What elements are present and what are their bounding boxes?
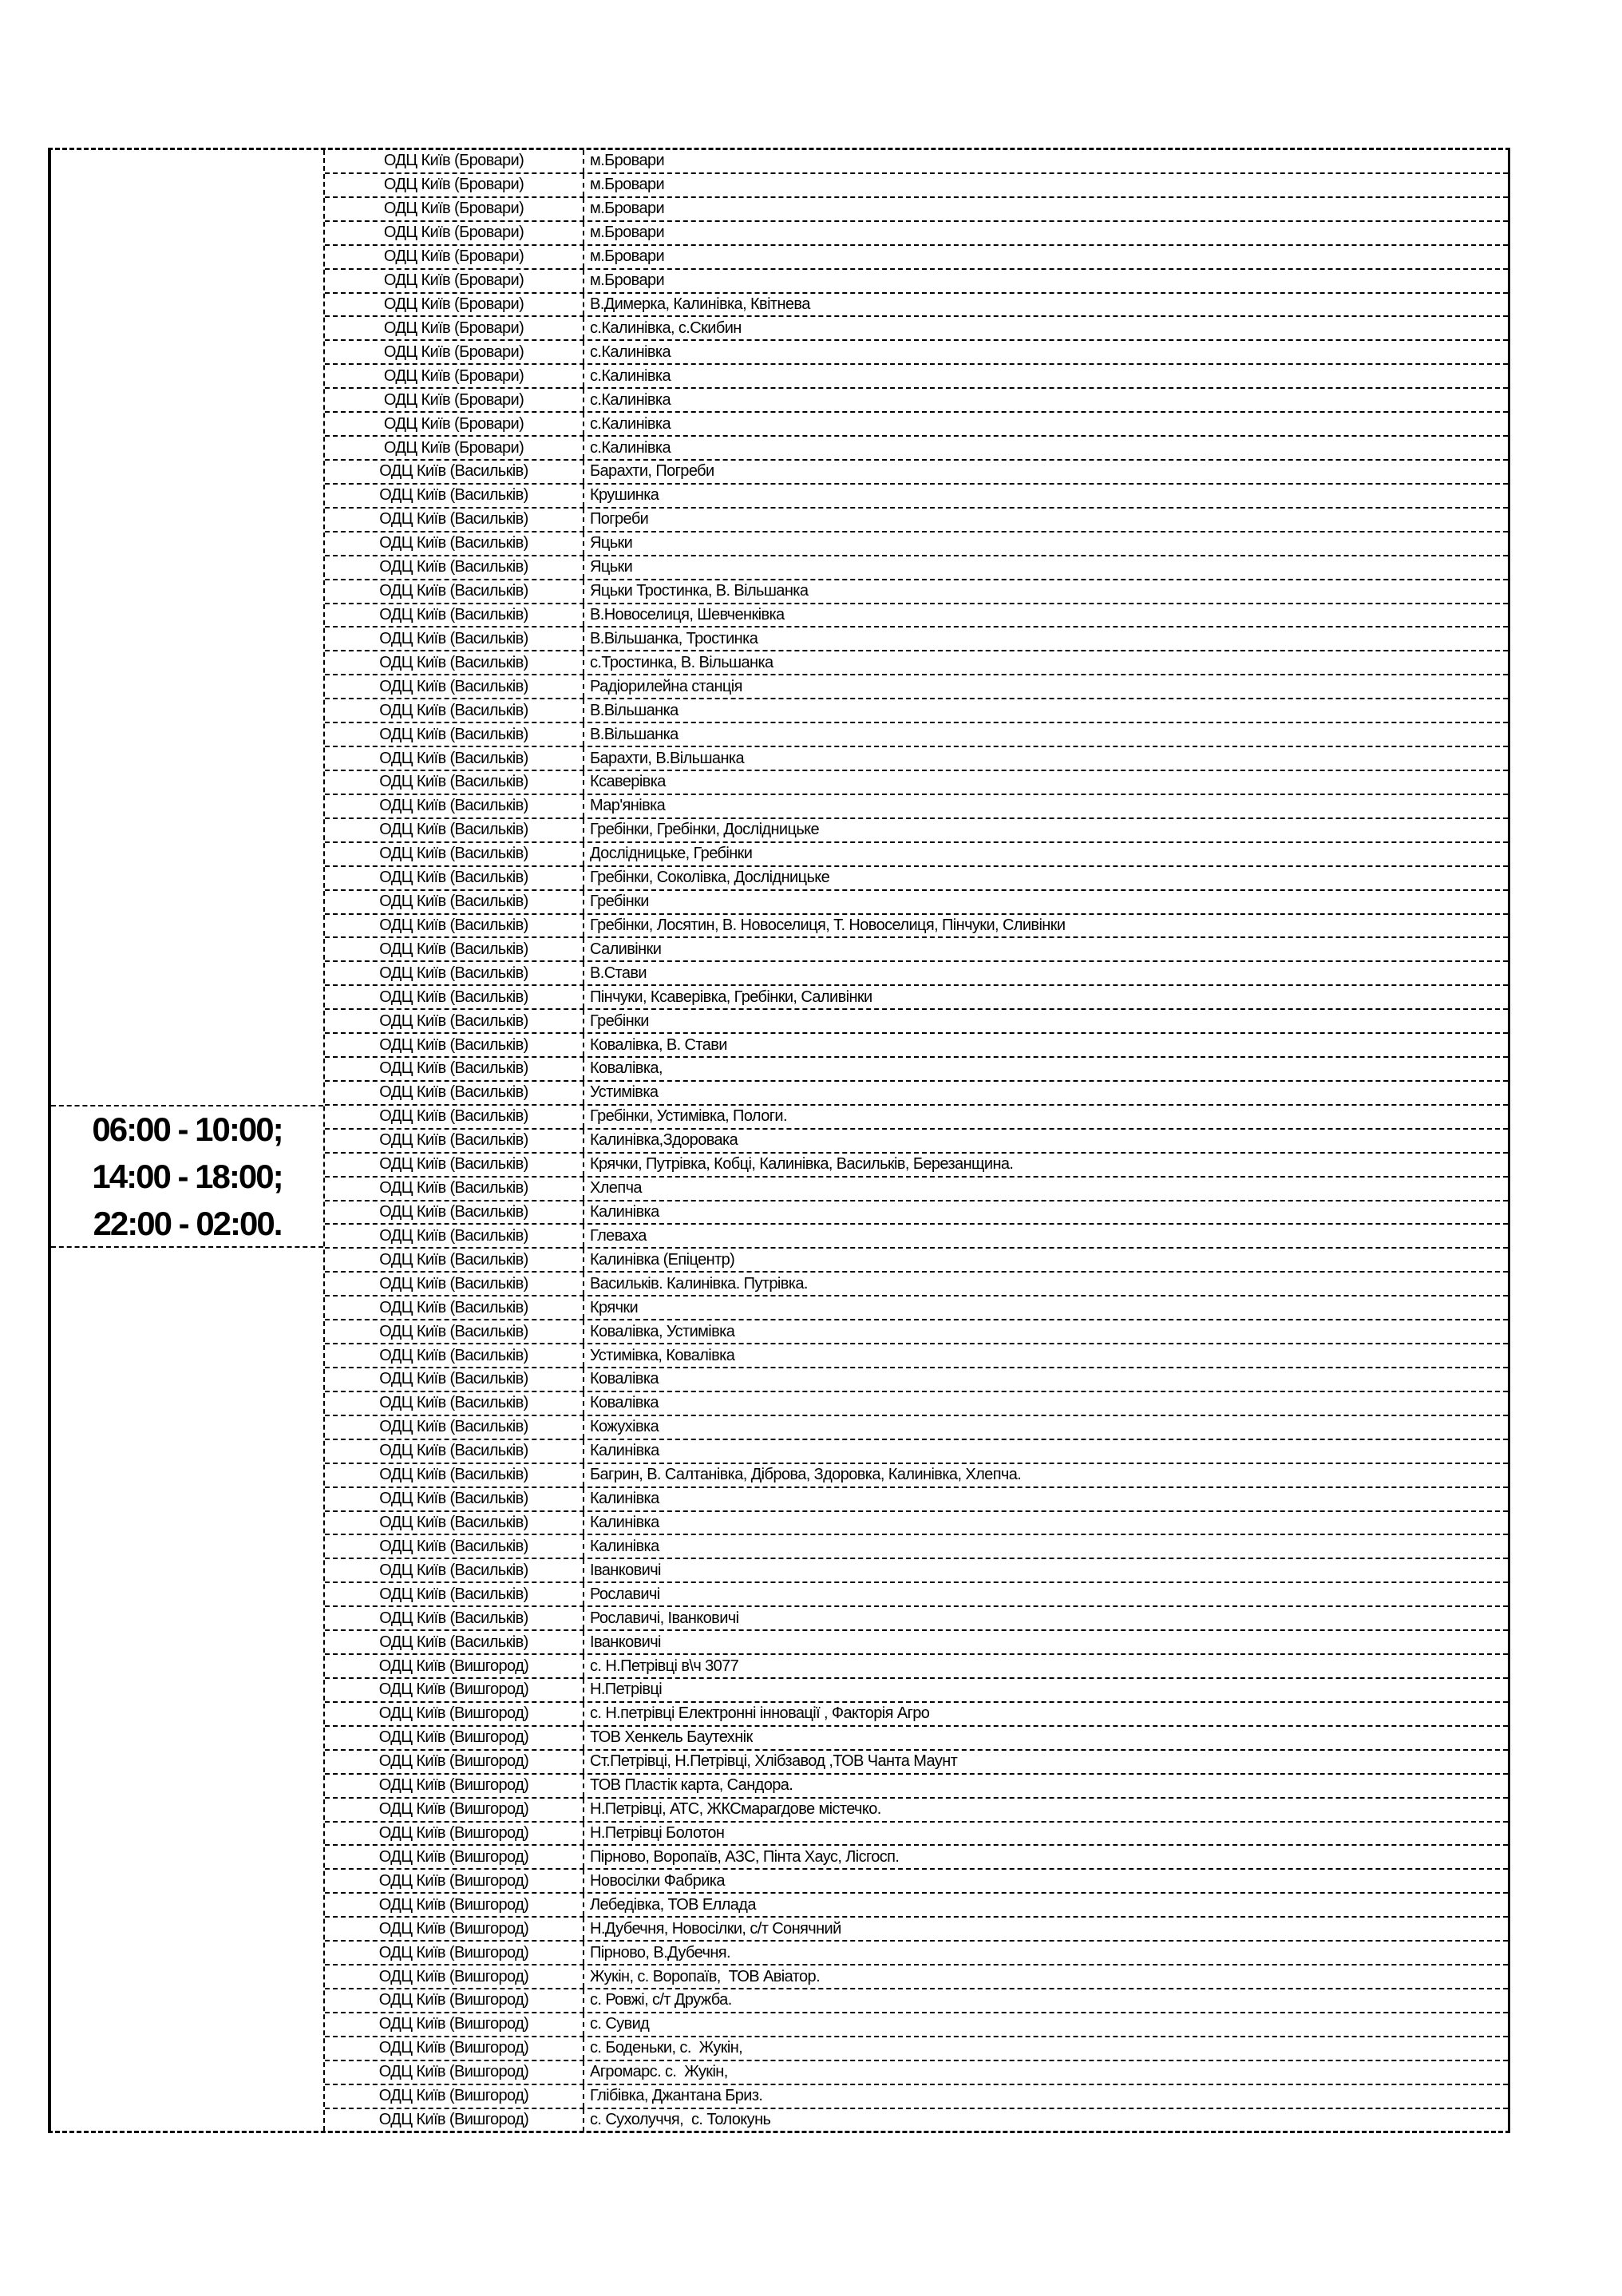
table-row bbox=[325, 1892, 1508, 1916]
dispatch-center-cell: ОДЦ Київ (Вишгород) bbox=[325, 2085, 584, 2108]
dispatch-center-cell: ОДЦ Київ (Васильків) bbox=[325, 986, 584, 1008]
table-row bbox=[325, 1964, 1508, 1988]
table-row bbox=[325, 913, 1508, 937]
table-row bbox=[325, 1605, 1508, 1629]
table-row bbox=[325, 626, 1508, 650]
table-row bbox=[325, 960, 1508, 984]
table-row bbox=[325, 722, 1508, 746]
table-row bbox=[325, 841, 1508, 865]
dispatch-center-cell: ОДЦ Київ (Васильків) bbox=[325, 699, 584, 722]
table-row bbox=[325, 1152, 1508, 1176]
dispatch-center-cell: ОДЦ Київ (Васильків) bbox=[325, 1440, 584, 1463]
table-row bbox=[325, 1701, 1508, 1725]
locality-cell: Устимівка bbox=[590, 1083, 659, 1102]
locality-cell: Погреби bbox=[590, 510, 649, 528]
dispatch-center-cell: ОДЦ Київ (Васильків) bbox=[325, 915, 584, 937]
table-row bbox=[325, 220, 1508, 244]
dispatch-center-cell: ОДЦ Київ (Васильків) bbox=[325, 675, 584, 698]
locality-cell: Новосілки Фабрика bbox=[590, 1871, 725, 1890]
locality-cell: Глібівка, Джантана Бриз. bbox=[590, 2087, 763, 2105]
dispatch-center-cell: ОДЦ Київ (Вишгород) bbox=[325, 1965, 584, 1988]
dispatch-center-cell: ОДЦ Київ (Васильків) bbox=[325, 1249, 584, 1271]
dispatch-center-cell: ОДЦ Київ (Васильків) bbox=[325, 938, 584, 960]
dispatch-center-cell: ОДЦ Київ (Бровари) bbox=[325, 389, 584, 411]
dispatch-center-cell: ОДЦ Київ (Васильків) bbox=[325, 1034, 584, 1056]
locality-cell: с.Калинівка bbox=[590, 414, 671, 433]
dispatch-center-cell: ОДЦ Київ (Васильків) bbox=[325, 1368, 584, 1391]
locality-cell: В.Новоселиця, Шевченківка bbox=[590, 605, 785, 623]
dispatch-center-cell: ОДЦ Київ (Вишгород) bbox=[325, 1655, 584, 1677]
dispatch-center-cell: ОДЦ Київ (Бровари) bbox=[325, 222, 584, 244]
dispatch-center-cell: ОДЦ Київ (Вишгород) bbox=[325, 1846, 584, 1868]
table-row bbox=[325, 1415, 1508, 1439]
dispatch-center-cell: ОДЦ Київ (Вишгород) bbox=[325, 1727, 584, 1749]
dispatch-center-cell: ОДЦ Київ (Васильків) bbox=[325, 1488, 584, 1510]
locality-cell: Барахти, Погреби bbox=[590, 462, 714, 481]
locality-cell: с. Н.Петрівці в\ч 3077 bbox=[590, 1657, 739, 1675]
locality-cell: Н.Петрівці, АТС, ЖКСмарагдове містечко. bbox=[590, 1800, 881, 1819]
locality-cell: Ст.Петрівці, Н.Петрівці, Хлібзавод ,ТОВ Чанта Маунт bbox=[590, 1752, 958, 1771]
locality-cell: Н.Петрівці bbox=[590, 1680, 663, 1699]
dispatch-center-cell: ОДЦ Київ (Бровари) bbox=[325, 317, 584, 339]
locality-cell: Пірново, В.Дубечня. bbox=[590, 1943, 730, 1961]
locality-cell: Глеваха bbox=[590, 1226, 647, 1245]
locality-cell: с. Н.петрівці Електронні інновації , Факторія Агро bbox=[590, 1704, 930, 1723]
dispatch-center-cell: ОДЦ Київ (Васильків) bbox=[325, 1273, 584, 1295]
locality-cell: Радіорилейна станція bbox=[590, 677, 742, 695]
dispatch-center-cell: ОДЦ Київ (Бровари) bbox=[325, 246, 584, 268]
locality-cell: Калинівка (Епіцентр) bbox=[590, 1250, 735, 1269]
dispatch-center-cell: ОДЦ Київ (Бровари) bbox=[325, 198, 584, 220]
time-slot-line: 06:00 - 10:00; bbox=[92, 1110, 283, 1148]
table-row bbox=[325, 650, 1508, 674]
locality-cell: Кожухівка bbox=[590, 1418, 659, 1436]
dispatch-center-cell: ОДЦ Київ (Васильків) bbox=[325, 962, 584, 984]
locality-cell: Рославичі, Іванковичі bbox=[590, 1609, 739, 1627]
dispatch-center-cell: ОДЦ Київ (Васильків) bbox=[325, 771, 584, 794]
table-row bbox=[325, 817, 1508, 841]
locality-cell: с.Калинівка bbox=[590, 366, 671, 385]
table-row bbox=[325, 1749, 1508, 1773]
dispatch-center-cell: ОДЦ Київ (Васильків) bbox=[325, 747, 584, 770]
dispatch-center-cell: ОДЦ Київ (Васильків) bbox=[325, 1010, 584, 1032]
table-row bbox=[325, 435, 1508, 459]
table-row bbox=[325, 770, 1508, 794]
locality-cell: Устимівка, Ковалівка bbox=[590, 1346, 735, 1364]
table-row bbox=[325, 1319, 1508, 1343]
table-row bbox=[325, 1677, 1508, 1701]
dispatch-center-cell: ОДЦ Київ (Васильків) bbox=[325, 723, 584, 746]
locality-cell: м.Бровари bbox=[590, 247, 665, 266]
table-row bbox=[325, 1367, 1508, 1391]
locality-cell: Ксаверівка bbox=[590, 773, 666, 791]
locality-cell: м.Бровари bbox=[590, 271, 665, 290]
table-row bbox=[325, 936, 1508, 960]
locality-cell: Ковалівка, Устимівка bbox=[590, 1322, 735, 1340]
locality-cell: Дослідницьке, Гребінки bbox=[590, 845, 753, 863]
dispatch-center-cell: ОДЦ Київ (Васильків) bbox=[325, 1225, 584, 1247]
dispatch-center-cell: ОДЦ Київ (Васильків) bbox=[325, 485, 584, 507]
table-row bbox=[325, 1295, 1508, 1319]
dispatch-center-cell: ОДЦ Київ (Васильків) bbox=[325, 1535, 584, 1558]
table-row bbox=[325, 1128, 1508, 1152]
table-row bbox=[325, 531, 1508, 555]
table-row bbox=[325, 1868, 1508, 1892]
table-row bbox=[325, 1534, 1508, 1558]
locality-cell: м.Бровари bbox=[590, 224, 665, 242]
table-row bbox=[325, 507, 1508, 531]
time-slot-cell bbox=[51, 1105, 323, 1248]
dispatch-center-cell: ОДЦ Київ (Бровари) bbox=[325, 174, 584, 196]
locality-cell: Гребінки, Соколівка, Дослідницьке bbox=[590, 869, 830, 887]
dispatch-center-cell: ОДЦ Київ (Васильків) bbox=[325, 604, 584, 627]
locality-cell: Н.Дубечня, Новосілки, с/т Сонячний bbox=[590, 1919, 841, 1938]
locality-cell: Пінчуки, Ксаверівка, Гребінки, Саливінки bbox=[590, 988, 872, 1006]
table-row bbox=[325, 2060, 1508, 2084]
dispatch-center-cell: ОДЦ Київ (Вишгород) bbox=[325, 1775, 584, 1797]
table-row bbox=[325, 172, 1508, 196]
dispatch-center-cell: ОДЦ Київ (Бровари) bbox=[325, 413, 584, 435]
locality-cell: ТОВ Пластік карта, Сандора. bbox=[590, 1776, 793, 1795]
table-row bbox=[325, 2108, 1508, 2132]
table-row bbox=[325, 794, 1508, 817]
table-row bbox=[325, 865, 1508, 889]
dispatch-center-cell: ОДЦ Київ (Васильків) bbox=[325, 1154, 584, 1176]
dispatch-center-cell: ОДЦ Київ (Васильків) bbox=[325, 795, 584, 817]
table-row bbox=[325, 1581, 1508, 1605]
table-row bbox=[325, 1080, 1508, 1104]
locality-cell: Гребінки bbox=[590, 893, 649, 911]
table-row bbox=[325, 674, 1508, 698]
locality-cell: Гребінки, Гребінки, Дослідницьке bbox=[590, 821, 820, 839]
table-row bbox=[325, 1940, 1508, 1964]
table-row bbox=[325, 1176, 1508, 1200]
locality-cell: В.Димерка, Калинівка, Квітнева bbox=[590, 295, 810, 313]
locality-cell: Мар'янівка bbox=[590, 797, 666, 815]
dispatch-center-cell: ОДЦ Київ (Васильків) bbox=[325, 1631, 584, 1653]
locality-cell: Яцьки bbox=[590, 558, 633, 576]
dispatch-center-cell: ОДЦ Київ (Васильків) bbox=[325, 1201, 584, 1224]
dispatch-center-cell: ОДЦ Київ (Вишгород) bbox=[325, 2013, 584, 2036]
table-row bbox=[325, 2036, 1508, 2060]
dispatch-center-cell: ОДЦ Київ (Бровари) bbox=[325, 150, 584, 172]
table-row bbox=[325, 1343, 1508, 1367]
locality-cell: Ковалівка bbox=[590, 1370, 659, 1388]
locality-cell: Жукін, с. Воропаїв, ТОВ Авіатор. bbox=[590, 1967, 821, 1985]
dispatch-center-cell: ОДЦ Київ (Вишгород) bbox=[325, 2061, 584, 2084]
dispatch-center-cell: ОДЦ Київ (Вишгород) bbox=[325, 2109, 584, 2132]
locality-cell: Хлепча bbox=[590, 1179, 642, 1197]
dispatch-center-cell: ОДЦ Київ (Васильків) bbox=[325, 1344, 584, 1367]
table-row bbox=[325, 1247, 1508, 1271]
locality-cell: Калинівка bbox=[590, 1203, 659, 1221]
table-row bbox=[325, 315, 1508, 339]
dispatch-center-cell: ОДЦ Київ (Вишгород) bbox=[325, 1751, 584, 1773]
dispatch-center-cell: ОДЦ Київ (Васильків) bbox=[325, 556, 584, 579]
table-row bbox=[325, 1821, 1508, 1845]
locality-cell: В.Вільшанка, Тростинка bbox=[590, 629, 758, 647]
dispatch-center-cell: ОДЦ Київ (Васильків) bbox=[325, 627, 584, 650]
locality-cell: Крячки, Путрівка, Кобці, Калинівка, Васильків, Березанщина. bbox=[590, 1155, 1014, 1174]
table-row bbox=[325, 1463, 1508, 1486]
locality-cell: Барахти, В.Вільшанка bbox=[590, 749, 745, 767]
locality-cell: с. Ровжі, с/т Дружба. bbox=[590, 1991, 732, 2009]
locality-cell: с.Тростинка, В. Вільшанка bbox=[590, 653, 773, 671]
dispatch-center-cell: ОДЦ Київ (Васильків) bbox=[325, 1464, 584, 1486]
table-row bbox=[325, 1844, 1508, 1868]
locality-cell: Пірново, Воропаїв, АЗС, Пінта Хаус, Лісгосп. bbox=[590, 1847, 900, 1866]
table-row bbox=[325, 1032, 1508, 1056]
dispatch-center-cell: ОДЦ Київ (Васильків) bbox=[325, 1058, 584, 1080]
locality-cell: Н.Петрівці Болотон bbox=[590, 1823, 725, 1842]
table-row bbox=[325, 387, 1508, 411]
dispatch-center-cell: ОДЦ Київ (Васильків) bbox=[325, 1583, 584, 1605]
dispatch-center-cell: ОДЦ Київ (Васильків) bbox=[325, 1416, 584, 1439]
dispatch-center-cell: ОДЦ Київ (Васильків) bbox=[325, 509, 584, 531]
dispatch-center-cell: ОДЦ Київ (Бровари) bbox=[325, 437, 584, 459]
locality-cell: Рославичі bbox=[590, 1585, 660, 1603]
table-row bbox=[325, 268, 1508, 292]
table-row bbox=[325, 1988, 1508, 2012]
locality-cell: м.Бровари bbox=[590, 176, 665, 194]
dispatch-center-cell: ОДЦ Київ (Васильків) bbox=[325, 891, 584, 913]
dispatch-center-cell: ОДЦ Київ (Вишгород) bbox=[325, 1870, 584, 1892]
locality-cell: Ковалівка, В. Стави bbox=[590, 1035, 727, 1054]
locality-cell: Гребінки bbox=[590, 1011, 649, 1030]
outage-schedule-table bbox=[48, 148, 1510, 2133]
table-row bbox=[325, 363, 1508, 387]
table-row bbox=[325, 1629, 1508, 1653]
table-row bbox=[325, 1773, 1508, 1797]
dispatch-center-cell: ОДЦ Київ (Васильків) bbox=[325, 580, 584, 603]
dispatch-center-cell: ОДЦ Київ (Вишгород) bbox=[325, 1703, 584, 1725]
locality-cell: Саливінки bbox=[590, 940, 662, 958]
dispatch-center-cell: ОДЦ Київ (Васильків) bbox=[325, 461, 584, 483]
table-row bbox=[325, 1200, 1508, 1224]
table-row bbox=[325, 1486, 1508, 1510]
table-row bbox=[325, 483, 1508, 507]
locality-cell: Гребінки, Устимівка, Пологи. bbox=[590, 1107, 787, 1126]
time-column bbox=[51, 150, 323, 2131]
table-row bbox=[325, 555, 1508, 579]
table-row bbox=[325, 579, 1508, 603]
table-row bbox=[325, 1391, 1508, 1415]
dispatch-center-cell: ОДЦ Київ (Васильків) bbox=[325, 1130, 584, 1152]
dispatch-center-cell: ОДЦ Київ (Вишгород) bbox=[325, 1942, 584, 1964]
locality-cell: Іванковичі bbox=[590, 1633, 661, 1651]
dispatch-center-cell: ОДЦ Київ (Вишгород) bbox=[325, 1823, 584, 1845]
locality-cell: с. Сухолуччя, с. Толокунь bbox=[590, 2111, 771, 2129]
table-row bbox=[325, 150, 1508, 172]
dispatch-center-cell: ОДЦ Київ (Васильків) bbox=[325, 867, 584, 889]
dispatch-center-cell: ОДЦ Київ (Бровари) bbox=[325, 294, 584, 316]
table-row bbox=[325, 603, 1508, 627]
locality-cell: В.Стави bbox=[590, 964, 647, 982]
locality-cell: Калинівка bbox=[590, 1490, 659, 1508]
table-row bbox=[325, 292, 1508, 316]
locality-cell: Крушинка bbox=[590, 486, 659, 505]
dispatch-center-cell: ОДЦ Київ (Вишгород) bbox=[325, 1918, 584, 1940]
table-row bbox=[325, 1056, 1508, 1080]
locality-cell: с. Боденьки, с. Жукін, bbox=[590, 2039, 743, 2057]
table-row bbox=[325, 2084, 1508, 2108]
locality-cell: с. Сувид bbox=[590, 2015, 650, 2033]
locality-cell: Агромарс. с. Жукін, bbox=[590, 2063, 728, 2081]
table-row bbox=[325, 1008, 1508, 1032]
table-row bbox=[325, 698, 1508, 722]
table-row bbox=[325, 889, 1508, 913]
dispatch-center-cell: ОДЦ Київ (Васильків) bbox=[325, 1320, 584, 1343]
table-row bbox=[325, 2012, 1508, 2036]
locality-cell: Калинівка,Здоровака bbox=[590, 1131, 738, 1150]
table-row bbox=[325, 1223, 1508, 1247]
dispatch-center-cell: ОДЦ Київ (Васильків) bbox=[325, 1392, 584, 1415]
locality-cell: с.Калинівка bbox=[590, 342, 671, 361]
dispatch-center-cell: ОДЦ Київ (Вишгород) bbox=[325, 1894, 584, 1916]
time-slot-line: 22:00 - 02:00. bbox=[93, 1204, 282, 1242]
table-row bbox=[325, 196, 1508, 220]
schedule-rows bbox=[323, 150, 1508, 2131]
dispatch-center-cell: ОДЦ Київ (Васильків) bbox=[325, 532, 584, 555]
locality-cell: м.Бровари bbox=[590, 152, 665, 170]
dispatch-center-cell: ОДЦ Київ (Бровари) bbox=[325, 341, 584, 363]
locality-cell: ТОВ Хенкель Баутехнік bbox=[590, 1728, 753, 1747]
locality-cell: Ковалівка bbox=[590, 1394, 659, 1412]
locality-cell: Іванковичі bbox=[590, 1561, 661, 1579]
dispatch-center-cell: ОДЦ Київ (Вишгород) bbox=[325, 1989, 584, 2012]
locality-cell: Яцьки Тростинка, В. Вільшанка bbox=[590, 582, 809, 600]
locality-cell: Гребінки, Лосятин, В. Новоселиця, Т. Новоселиця, Пінчуки, Сливінки bbox=[590, 916, 1066, 934]
dispatch-center-cell: ОДЦ Київ (Бровари) bbox=[325, 365, 584, 387]
dispatch-center-cell: ОДЦ Київ (Вишгород) bbox=[325, 1799, 584, 1821]
table-row bbox=[325, 984, 1508, 1008]
locality-cell: Васильків. Калинівка. Путрівка. bbox=[590, 1274, 808, 1292]
locality-cell: с.Калинівка, с.Скибин bbox=[590, 319, 742, 337]
table-row bbox=[325, 1653, 1508, 1677]
dispatch-center-cell: ОДЦ Київ (Васильків) bbox=[325, 1512, 584, 1534]
dispatch-center-cell: ОДЦ Київ (Вишгород) bbox=[325, 1679, 584, 1701]
table-row bbox=[325, 1916, 1508, 1940]
dispatch-center-cell: ОДЦ Київ (Васильків) bbox=[325, 843, 584, 865]
locality-cell: Яцьки bbox=[590, 534, 633, 552]
locality-cell: м.Бровари bbox=[590, 200, 665, 218]
table-row bbox=[325, 746, 1508, 770]
dispatch-center-cell: ОДЦ Київ (Васильків) bbox=[325, 1559, 584, 1581]
table-row bbox=[325, 1104, 1508, 1128]
dispatch-center-cell: ОДЦ Київ (Васильків) bbox=[325, 1178, 584, 1200]
table-row bbox=[325, 1797, 1508, 1821]
locality-cell: Калинівка bbox=[590, 1442, 659, 1460]
locality-cell: Крячки bbox=[590, 1298, 639, 1316]
time-slot-line: 14:00 - 18:00; bbox=[92, 1157, 283, 1195]
dispatch-center-cell: ОДЦ Київ (Бровари) bbox=[325, 270, 584, 292]
locality-cell: с.Калинівка bbox=[590, 390, 671, 409]
table-row bbox=[325, 459, 1508, 483]
dispatch-center-cell: ОДЦ Київ (Вишгород) bbox=[325, 2037, 584, 2060]
locality-cell: Лебедівка, ТОВ Еллада bbox=[590, 1895, 756, 1914]
locality-cell: Калинівка bbox=[590, 1537, 659, 1555]
table-row bbox=[325, 1271, 1508, 1295]
dispatch-center-cell: ОДЦ Київ (Васильків) bbox=[325, 1082, 584, 1104]
table-row bbox=[325, 339, 1508, 363]
table-row bbox=[325, 1510, 1508, 1534]
locality-cell: Калинівка bbox=[590, 1514, 659, 1531]
dispatch-center-cell: ОДЦ Київ (Васильків) bbox=[325, 819, 584, 841]
table-row bbox=[325, 1558, 1508, 1581]
locality-cell: В.Вільшанка bbox=[590, 725, 678, 743]
locality-cell: Багрин, В. Салтанівка, Діброва, Здоровка, Калинівка, Хлепча. bbox=[590, 1466, 1022, 1484]
table-row bbox=[325, 411, 1508, 435]
dispatch-center-cell: ОДЦ Київ (Васильків) bbox=[325, 1106, 584, 1128]
table-row bbox=[325, 244, 1508, 268]
locality-cell: Ковалівка, bbox=[590, 1059, 663, 1078]
dispatch-center-cell: ОДЦ Київ (Васильків) bbox=[325, 1296, 584, 1319]
dispatch-center-cell: ОДЦ Київ (Васильків) bbox=[325, 651, 584, 674]
locality-cell: В.Вільшанка bbox=[590, 701, 678, 719]
locality-cell: с.Калинівка bbox=[590, 438, 671, 457]
table-row bbox=[325, 1725, 1508, 1749]
dispatch-center-cell: ОДЦ Київ (Васильків) bbox=[325, 1607, 584, 1629]
table-row bbox=[325, 1439, 1508, 1463]
